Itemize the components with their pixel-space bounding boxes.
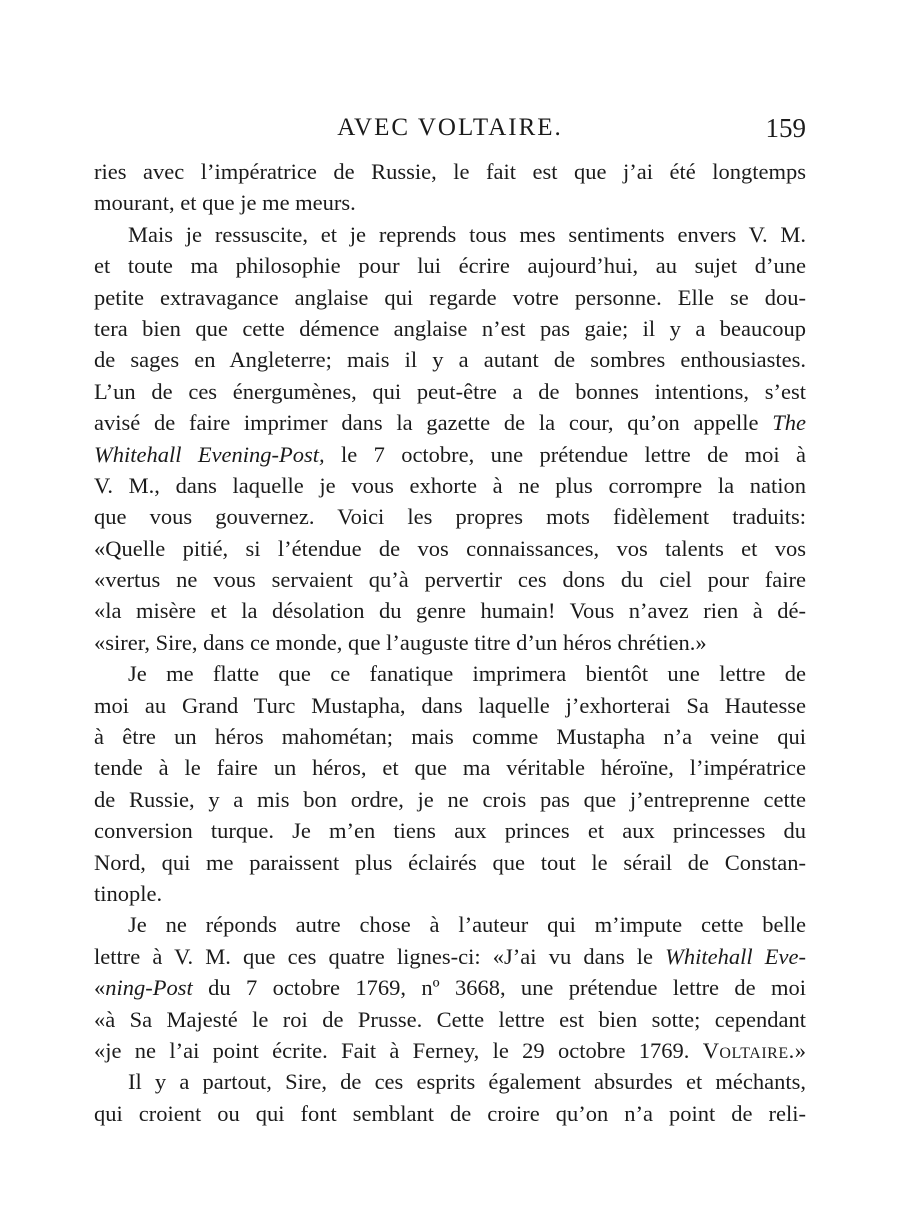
text-line: tende à le faire un héros, et que ma véritable héroïne, l’impératrice <box>94 755 806 781</box>
text-segment: le 7 octobre, une prétendue lettre de moi à <box>324 441 806 467</box>
text-line: conversion turque. Je m’en tiens aux princes et aux princesses du <box>94 818 806 844</box>
quote-line <box>94 972 806 1003</box>
text-segment: avisé de faire imprimer dans la gazette de la cour, qu’on appelle <box>94 410 773 436</box>
text-line: L’un de ces énergumènes, qui peut-être a de bonnes intentions, s’est <box>94 378 806 404</box>
text-line: qui croient ou qui font semblant de croire qu’on n’a point de reli- <box>94 1100 806 1126</box>
text-line <box>94 407 806 438</box>
newspaper-title-italic: ning-Post <box>105 975 193 1001</box>
quote-line <box>94 1035 806 1066</box>
newspaper-title-italic: Whitehall Eve- <box>665 943 807 969</box>
text-line: de sages en Angleterre; mais il y a autant de sombres enthousiastes. <box>94 347 806 373</box>
quote-line: «la misère et la désolation du genre humain! Vous n’avez rien à dé- <box>94 598 806 624</box>
running-head <box>94 110 806 146</box>
paragraph-start-line: Je me flatte que ce fanatique imprimera bientôt une lettre de <box>128 661 806 687</box>
text-line: V. M., dans laquelle je vous exhorte à ne plus corrompre la nation <box>94 472 806 498</box>
page-number: 159 <box>765 113 806 143</box>
text-line: à être un héros mahométan; mais comme Mustapha n’a veine qui <box>94 724 806 750</box>
text-line: tera bien que cette démence anglaise n’est pas gaie; il y a beaucoup <box>94 315 806 341</box>
text-segment: du 7 octobre 1769, nº 3668, une prétendue lettre de moi <box>192 975 806 1001</box>
text-line <box>94 941 806 972</box>
text-segment: «je ne l’ai point écrite. Fait à Ferney, le 29 octobre 1769. <box>94 1037 703 1063</box>
newspaper-title-italic: The <box>772 410 806 436</box>
quote-line: «à Sa Majesté le roi de Prusse. Cette lettre est bien sotte; cependant <box>94 1006 806 1032</box>
text-line: tinople. <box>94 880 163 906</box>
text-segment: lettre à V. M. que ces quatre lignes-ci: «J’ai vu dans le <box>94 943 666 969</box>
text-line: et toute ma philosophie pour lui écrire aujourd’hui, au sujet d’une <box>94 253 806 279</box>
letter-text <box>94 156 806 1129</box>
text-segment: » <box>794 1037 806 1063</box>
text-line: que vous gouvernez. Voici les propres mots fidèlement traduits: <box>94 504 806 530</box>
newspaper-title-italic: Whitehall Evening-Post, <box>94 441 325 467</box>
text-line: de Russie, y a mis bon ordre, je ne crois pas que j’entreprenne cette <box>94 786 806 812</box>
text-line: mourant, et que je me meurs. <box>94 190 356 216</box>
text-line: petite extravagance anglaise qui regarde votre personne. Elle se dou- <box>94 284 806 310</box>
paragraph-start-line: Je ne réponds autre chose à l’auteur qui m’impute cette belle <box>128 912 806 938</box>
paragraph-start-line: Mais je ressuscite, et je reprends tous mes sentiments envers V. M. <box>128 221 806 247</box>
paragraph-start-line: Il y a partout, Sire, de ces esprits également absurdes et méchants, <box>128 1069 806 1095</box>
text-line: ries avec l’impératrice de Russie, le fait est que j’ai été longtemps <box>94 159 806 184</box>
text-segment: « <box>94 975 106 1001</box>
running-title: AVEC VOLTAIRE. <box>337 114 563 141</box>
quote-line: «sirer, Sire, dans ce monde, que l’auguste titre d’un héros chrétien.» <box>94 629 707 655</box>
text-line <box>94 439 806 470</box>
signature-smallcaps: Voltaire. <box>702 1037 795 1063</box>
text-line: Nord, qui me paraissent plus éclairés que tout le sérail de Constan- <box>94 849 806 875</box>
text-line: moi au Grand Turc Mustapha, dans laquelle j’exhorterai Sa Hautesse <box>94 692 806 718</box>
quote-line: «Quelle pitié, si l’étendue de vos connaissances, vos talents et vos <box>94 535 806 561</box>
quote-line: «vertus ne vous servaient qu’à pervertir ces dons du ciel pour faire <box>94 567 806 593</box>
